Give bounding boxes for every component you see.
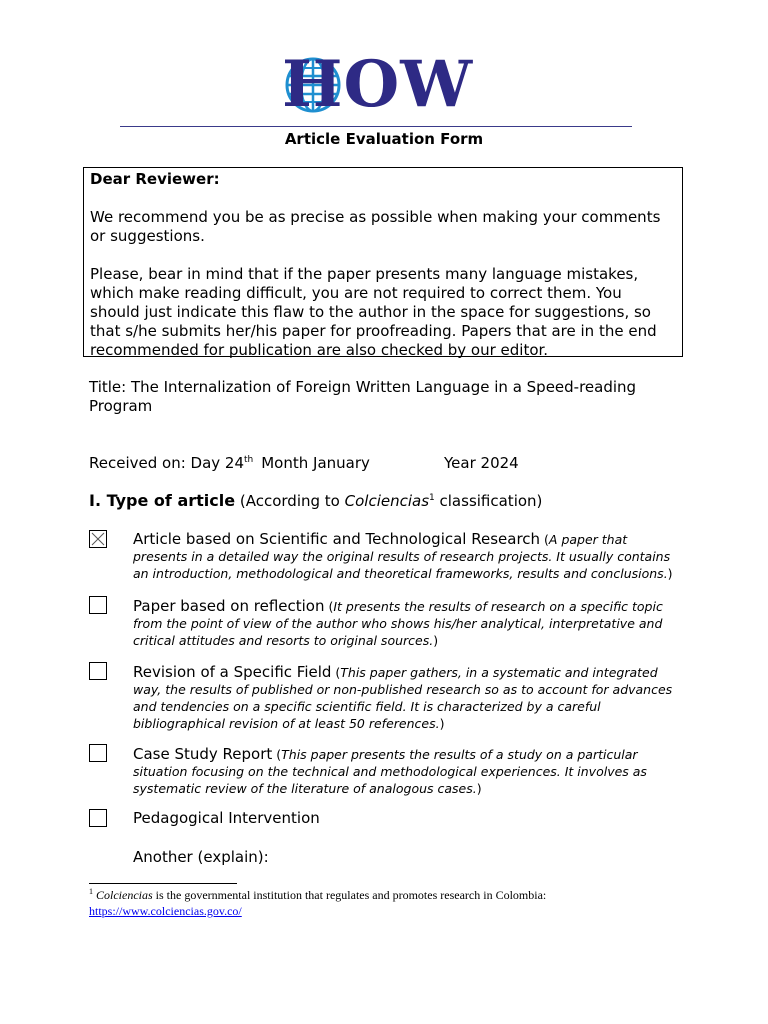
- section-title: I. Type of article: [89, 491, 236, 510]
- option-description: It presents the results of research on a specific topic from the point of view of the author who shows his/her analytical, interpretative and critical attitudes and resorts to original sources.: [133, 599, 663, 648]
- day-suffix: th: [244, 455, 254, 465]
- option-case-study: Case Study Report (This paper presents the results of a study on a particular situation focusing on the technical and methodological experiences. It involves as systematic review of the literature of analogous cases.): [133, 745, 647, 796]
- checkbox-field-revision[interactable]: [89, 662, 107, 680]
- footnote-ref: 1: [429, 493, 435, 503]
- form-title: Article Evaluation Form: [284, 130, 484, 148]
- received-year: Year 2024: [444, 454, 519, 472]
- received-day: Received on: Day 24: [89, 454, 244, 472]
- notice-greeting: Dear Reviewer:: [90, 170, 220, 188]
- checkbox-reflection-paper[interactable]: [89, 596, 107, 614]
- section-org: Colciencias: [344, 492, 430, 510]
- section-post: classification): [434, 492, 543, 510]
- checkbox-research-article[interactable]: [89, 530, 107, 548]
- reviewer-notice-box: [83, 167, 683, 357]
- another-explain-label: Another (explain):: [133, 848, 269, 866]
- article-title: Title: The Internalization of Foreign Written Language in a Speed-reading Program: [89, 378, 637, 415]
- option-pedagogical: [133, 810, 683, 826]
- footnote: [89, 887, 689, 919]
- footnote-text: is the governmental institution that regulates and promotes research in Colombia:: [152, 888, 547, 902]
- option-research-article: Article based on Scientific and Technological Research (A paper that presents in a detailed way the original results of research projects. It usually contains an introduction, methodological and theoretical frameworks, results and conclusions.): [133, 530, 673, 581]
- checkbox-pedagogical[interactable]: [89, 809, 107, 827]
- section-pre: (According to: [239, 492, 345, 510]
- header-rule: [120, 126, 632, 127]
- option-field-revision: Revision of a Specific Field (This paper gathers, in a systematic and integrated way, the results of published or non-published research so as to account for advances and tendencies on a specific scientific field. It is characterized by a careful bibliographical revision of at least 50 references.): [133, 663, 673, 731]
- checkmark-x-icon: [90, 531, 106, 547]
- notice-paragraph-2: Please, bear in mind that if the paper presents many language mistakes, which make reading difficult, you are not required to correct them. You should just indicate this flaw to the author in the space for suggestions, so that s/he submits her/his paper for proofreading. Papers that are in the end recommended for publication are also checked by our editor.: [90, 265, 657, 359]
- option-label: Case Study Report: [133, 745, 273, 763]
- option-description: This paper presents the results of a study on a particular situation focusing on the technical and methodological experiences. It involves as systematic review of the literature of analogous cases.: [133, 747, 647, 796]
- option-label: Revision of a Specific Field: [133, 663, 332, 681]
- option-label: Article based on Scientific and Technological Research: [133, 530, 541, 548]
- received-date: [89, 454, 689, 473]
- option-description: A paper that presents in a detailed way the original results of research projects. It usually contains an introduction, methodological and theoretical frameworks, results and conclusions.: [133, 532, 671, 581]
- how-logo: [282, 47, 474, 122]
- colciencias-link[interactable]: https://www.colciencias.gov.co/: [89, 904, 242, 918]
- logo-wordmark: HOW: [282, 47, 474, 122]
- section-heading: [89, 491, 709, 511]
- option-reflection-paper: Paper based on reflection (It presents the results of research on a specific topic from the point of view of the author who shows his/her analytical, interpretative and critical attitudes and resorts to original sources.): [133, 597, 663, 648]
- footnote-mark: 1: [89, 887, 93, 896]
- footnote-org: Colciencias: [96, 888, 153, 902]
- notice-paragraph-1: We recommend you be as precise as possible when making your comments or suggestions.: [90, 208, 661, 245]
- checkbox-case-study[interactable]: [89, 744, 107, 762]
- option-label: Pedagogical Intervention: [133, 809, 320, 827]
- option-description: This paper gathers, in a systematic and integrated way, the results of published or non-published research so as to account for advances and tendencies on a specific scientific field. It is characterized by a careful bibliographical revision of at least 50 references.: [133, 665, 673, 731]
- footnote-separator: [89, 883, 237, 884]
- option-label: Paper based on reflection: [133, 597, 325, 615]
- received-month: Month January: [261, 454, 370, 472]
